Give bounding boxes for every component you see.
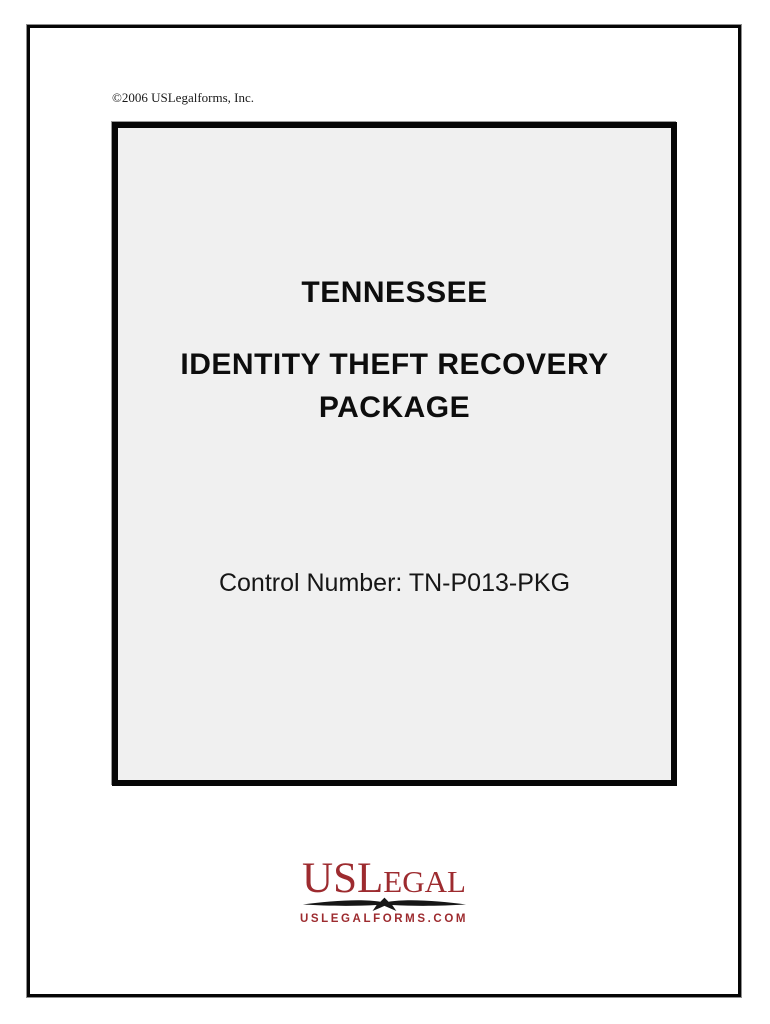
package-title: IDENTITY THEFT RECOVERY PACKAGE xyxy=(180,348,609,424)
control-number-value: TN-P013-PKG xyxy=(408,569,571,597)
copyright-text: ©2006 USLegalforms, Inc. xyxy=(112,90,255,105)
brand-text-large: USL xyxy=(302,855,384,902)
title-box xyxy=(112,122,677,786)
uslegalforms-domain-text: USLEGALFORMS.COM xyxy=(299,913,469,925)
brand-text-small: EGAL xyxy=(383,864,466,899)
page-frame xyxy=(27,25,741,997)
control-number-label: Control Number: xyxy=(218,569,403,597)
control-number xyxy=(118,570,671,598)
state-title: TENNESSEE xyxy=(301,276,488,309)
uslegal-logo xyxy=(300,857,468,926)
uslegal-brand-text xyxy=(300,857,468,900)
